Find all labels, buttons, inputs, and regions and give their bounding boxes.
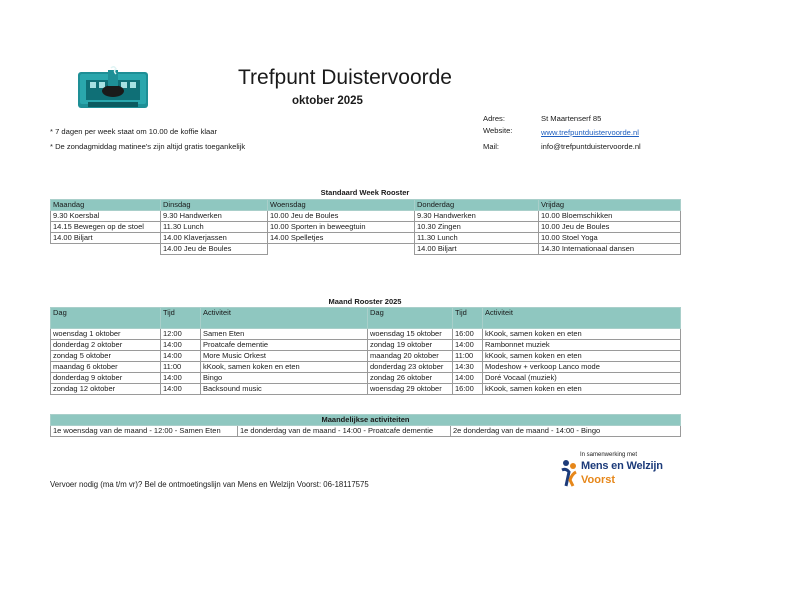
monthly-cell: zondag 19 oktober [368,340,453,351]
monthly-cell: More Music Orkest [201,351,368,362]
note-koffie: * 7 dagen per week staat om 10.00 de koffie klaar [50,127,218,136]
monthly-header-cell: Dag [368,308,453,329]
weekly-cell: 14.15 Bewegen op de stoel [51,222,161,233]
address-label: Adres: [483,114,505,123]
weekly-cell: 10.00 Stoel Yoga [539,233,681,244]
monthly-cell: 12:00 [161,329,201,340]
monthly-cell: 14:00 [453,373,483,384]
monthly-table [50,307,681,395]
weekly-row [51,222,681,233]
monthly-row [51,373,681,384]
page-title: Trefpunt Duistervoorde [238,66,452,89]
monthly-cell: maandag 6 oktober [51,362,161,373]
monthly-cell: 16:00 [453,384,483,395]
weekly-cell: 10.30 Zingen [415,222,539,233]
monthly-cell: donderdag 9 oktober [51,373,161,384]
monthly-cell: Rambonnet muziek [483,340,681,351]
monthly-cell: 11:00 [161,362,201,373]
weekly-cell: 9.30 Koersbal [51,211,161,222]
maandelijks-table [50,414,681,437]
monthly-row [51,340,681,351]
weekly-row [51,244,681,255]
monthly-cell: zondag 12 oktober [51,384,161,395]
monthly-cell: zondag 5 oktober [51,351,161,362]
mail-value: info@trefpuntduistervoorde.nl [541,142,641,151]
weekly-cell [51,244,161,255]
maandelijks-item: 1e woensdag van de maand - 12:00 - Samen Eten [51,426,238,437]
weekly-header-cell: Vrijdag [539,200,681,211]
partner-intro: In samenwerking met [580,452,638,458]
weekly-cell: 10.00 Jeu de Boules [539,222,681,233]
weekly-cell: 14.30 Internationaal dansen [539,244,681,255]
weekly-cell: 10.00 Bloemschikken [539,211,681,222]
monthly-cell: donderdag 23 oktober [368,362,453,373]
monthly-cell: 14:00 [161,373,201,384]
weekly-header-cell: Donderdag [415,200,539,211]
website-link[interactable]: www.trefpuntduistervoorde.nl [541,128,639,137]
weekly-cell: 14.00 Jeu de Boules [161,244,268,255]
monthly-cell: Doré Vocaal (muziek) [483,373,681,384]
monthly-title: Maand Rooster 2025 [328,297,402,306]
weekly-row [51,211,681,222]
weekly-cell: 10.00 Jeu de Boules [268,211,415,222]
mail-label: Mail: [483,142,500,151]
page-subtitle: oktober 2025 [292,95,363,107]
monthly-header-cell: Tijd [453,308,483,329]
monthly-cell: woensdag 29 oktober [368,384,453,395]
partner-sub: Voorst [581,474,616,486]
monthly-cell: 14:00 [453,340,483,351]
monthly-header-cell: Tijd [161,308,201,329]
weekly-cell [268,244,415,255]
weekly-title: Standaard Week Rooster [320,188,410,197]
weekly-cell: 11.30 Lunch [415,233,539,244]
weekly-header-cell: Maandag [51,200,161,211]
monthly-cell: maandag 20 oktober [368,351,453,362]
monthly-row [51,384,681,395]
monthly-row [51,362,681,373]
partner-name: Mens en Welzijn [581,460,663,472]
monthly-cell: zondag 26 oktober [368,373,453,384]
monthly-cell: 14:00 [161,340,201,351]
mens-en-welzijn-logo-icon [560,458,578,488]
monthly-cell: Backsound music [201,384,368,395]
monthly-cell: 16:00 [453,329,483,340]
monthly-cell: kKook, samen koken en eten [483,351,681,362]
website-label: Website: [483,126,513,135]
weekly-header-cell: Dinsdag [161,200,268,211]
monthly-cell: Samen Eten [201,329,368,340]
weekly-cell: 14.00 Spelletjes [268,233,415,244]
weekly-cell: 14.00 Biljart [415,244,539,255]
monthly-header-cell: Dag [51,308,161,329]
monthly-cell: Bingo [201,373,368,384]
monthly-cell: kKook, samen koken en eten [483,329,681,340]
monthly-cell: 11:00 [453,351,483,362]
maandelijks-item: 2e donderdag van de maand - 14:00 - Bingo [451,426,681,437]
weekly-header-cell: Woensdag [268,200,415,211]
monthly-cell: kKook, samen koken en eten [483,384,681,395]
weekly-cell: 14.00 Klaverjassen [161,233,268,244]
monthly-cell: 14:30 [453,362,483,373]
trefpunt-logo [78,64,148,110]
weekly-cell: 10.00 Sporten in beweegtuin [268,222,415,233]
weekly-row [51,233,681,244]
monthly-cell: donderdag 2 oktober [51,340,161,351]
monthly-cell: kKook, samen koken en eten [201,362,368,373]
weekly-table [50,199,681,255]
weekly-cell: 11.30 Lunch [161,222,268,233]
monthly-cell: 14:00 [161,384,201,395]
monthly-header-cell: Activiteit [483,308,681,329]
monthly-row [51,351,681,362]
monthly-header-cell: Activiteit [201,308,368,329]
maandelijks-title: Maandelijkse activiteiten [51,415,681,426]
monthly-cell: Proatcafe dementie [201,340,368,351]
monthly-cell: woensdag 1 oktober [51,329,161,340]
address-value: St Maartenserf 85 [541,114,602,123]
weekly-cell: 9.30 Handwerken [161,211,268,222]
monthly-cell: woensdag 15 oktober [368,329,453,340]
weekly-cell: 9.30 Handwerken [415,211,539,222]
weekly-cell: 14.00 Biljart [51,233,161,244]
maandelijks-item: 1e donderdag van de maand - 14:00 - Proatcafe dementie [238,426,451,437]
monthly-row [51,329,681,340]
monthly-cell: Modeshow + verkoop Lanco mode [483,362,681,373]
monthly-cell: 14:00 [161,351,201,362]
transport-note: Vervoer nodig (ma t/m vr)? Bel de ontmoetingslijn van Mens en Welzijn Voorst: 06-18117575 [50,480,369,489]
note-matinee: * De zondagmiddag matinee's zijn altijd gratis toegankelijk [50,142,246,151]
